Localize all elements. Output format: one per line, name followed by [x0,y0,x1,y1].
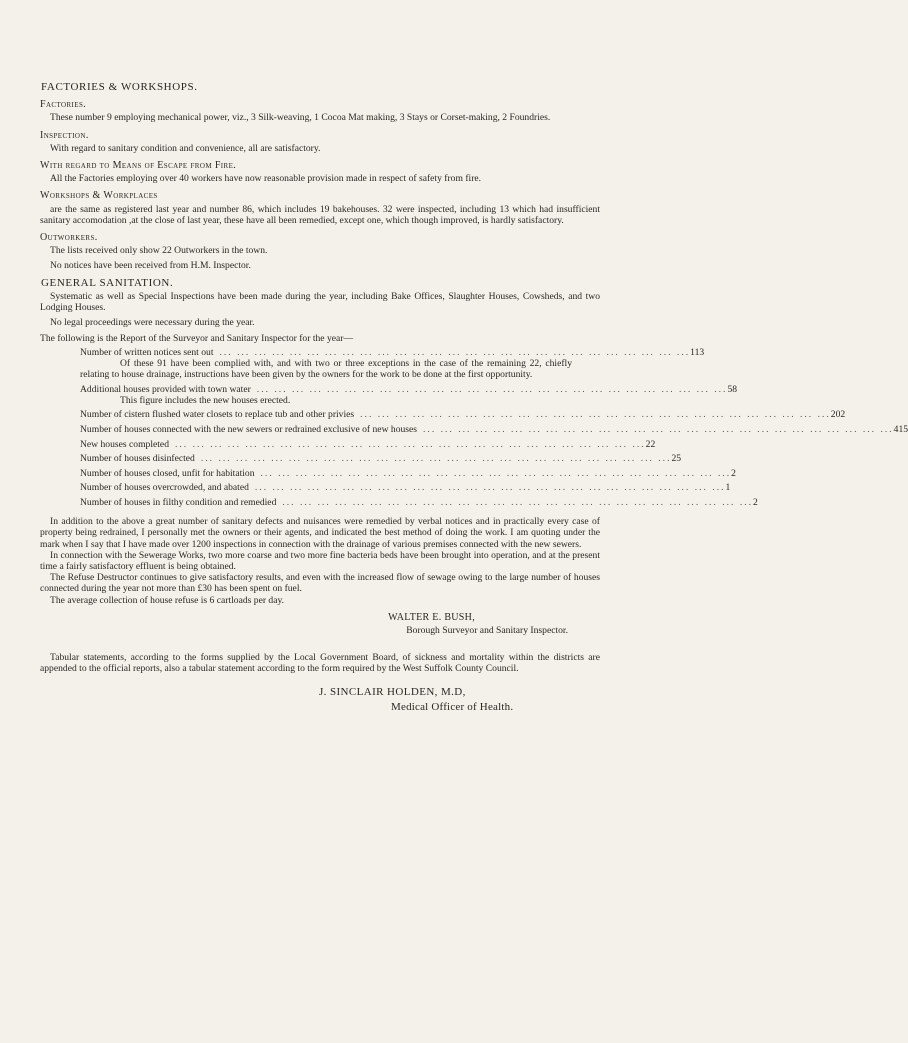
row-value: 25 [671,453,682,465]
report-row [80,409,846,421]
report-row [80,424,908,436]
row-label: Number of houses disinfected [80,453,195,465]
section-title-factories: FACTORIES & WORKSHOPS. [41,81,198,93]
surveyor-title: Borough Surveyor and Sanitary Inspector. [406,625,568,637]
para-inspection: With regard to sanitary condition and convenience, all are satisfactory. [50,142,321,154]
row-value: 415 [893,424,908,436]
row-label: Number of houses closed, unfit for habitation [80,467,255,479]
heading-inspection: Inspection. [40,129,89,141]
row-label: New houses completed [80,438,169,450]
moh-name: J. SINCLAIR HOLDEN, M.D, [319,685,466,698]
row-label: Additional houses provided with town water [80,383,251,395]
report-row [80,383,738,395]
para-collection: The average collection of house refuse is 6 cartloads per day. [50,594,285,606]
surveyor-name: WALTER E. BUSH, [388,611,475,623]
para-tabular: Tabular statements, according to the forms supplied by the Local Government Board, of sickness and mortality within the districts are appended to the official reports, also a tabular statement according to the form required by the West Suffolk County Council. [40,652,600,675]
report-row [80,346,705,358]
report-intro: The following is the Report of the Surveyor and Sanitary Inspector for the year— [40,333,354,345]
para-refuse: The Refuse Destructor continues to give satisfactory results, and even with the increased flow of sewage owing to the large number of houses connected during the year not more than £30 has been spent on fuel. [40,572,600,595]
para-outworkers-notices: No notices have been received from H.M. Inspector. [50,260,251,272]
row-value: 2 [753,497,758,509]
report-row [80,482,731,494]
leader-dots: ... ... ... ... ... ... ... ... ... ... ... ... ... ... ... ... ... ... ... ... ... ... ... ... ... ... ... [175,438,646,450]
moh-title: Medical Officer of Health. [391,700,514,713]
leader-dots: ... ... ... ... ... ... ... ... ... ... ... ... ... ... ... ... ... ... ... ... ... ... ... ... ... ... ... [423,424,894,436]
row-label: Number of cistern flushed water closets to replace tub and other privies [80,409,355,421]
row-label: Number of houses connected with the new sewers or redrained exclusive of new houses [80,424,418,436]
leader-dots: ... ... ... ... ... ... ... ... ... ... ... ... ... ... ... ... ... ... ... ... ... ... ... ... ... ... ... [282,497,754,509]
report-row [80,453,682,465]
row-label: Number of written notices sent out [80,346,214,358]
leader-dots: ... ... ... ... ... ... ... ... ... ... ... ... ... ... ... ... ... ... ... ... ... ... ... ... ... ... ... [254,482,726,494]
row-value: 1 [725,482,731,494]
report-row [80,497,758,509]
leader-dots: ... ... ... ... ... ... ... ... ... ... ... ... ... ... ... ... ... ... ... ... ... ... ... ... ... ... ... [360,409,831,421]
para-workshops: are the same as registered last year and number 86, which includes 19 bakehouses. 32 were inspected, including 13 which had insufficient sanitary accomodation ,at the close of last year, these have all been remedied, except one, which though improved, is hardly satisfactory. [40,203,600,226]
para-factories: These number 9 employing mechanical power, viz., 3 Silk-weaving, 1 Cocoa Mat making, 3 Stays or Corset-making, 2 Foundries. [50,112,551,124]
heading-workshops: Workshops & Workplaces [40,190,158,202]
leader-dots: ... ... ... ... ... ... ... ... ... ... ... ... ... ... ... ... ... ... ... ... ... ... ... ... ... ... ... [260,467,732,479]
para-legal: No legal proceedings were necessary during the year. [50,317,255,329]
section-title-sanitation: GENERAL SANITATION. [41,276,174,289]
heading-escape-fire: With regard to Means of Escape from Fire. [40,160,237,172]
note-notices: Of these 91 have been complied with, and with two or three exceptions in the case of the remaining 22, chiefly relating to house drainage, instructions have been given by the owners for the work to be done at the first opportunity. [80,357,572,381]
para-addition: In addition to the above a great number of sanitary defects and nuisances were remedied by verbal notices and in practically every case of property being redrained, I personally met the owners or their agents, and indicated the best method of doing the work. I am quoting under the mark when I say that I have made over 1200 inspections in connection with the drainage of various premises connected with the new sewers. [40,516,600,550]
leader-dots: ... ... ... ... ... ... ... ... ... ... ... ... ... ... ... ... ... ... ... ... ... ... ... ... ... ... ... [219,346,691,358]
row-value: 113 [690,346,705,358]
row-value: 2 [731,467,736,479]
row-value: 22 [645,438,656,450]
para-escape-fire: All the Factories employing over 40 workers have now reasonable provision made in respect of safety from fire. [50,173,482,185]
heading-factories: Factories. [40,99,87,111]
para-sewerage: In connection with the Sewerage Works, two more coarse and two more fine bacteria beds have been brought into operation, and at the present time a fairly satisfactory effluent is being obtained. [40,549,600,573]
heading-outworkers: Outworkers. [40,232,98,244]
row-label: Number of houses overcrowded, and abated [80,482,249,494]
note-water: This figure includes the new houses erected. [120,394,291,406]
row-value: 58 [727,383,738,395]
para-outworkers-lists: The lists received only show 22 Outworkers in the town. [50,245,268,257]
report-row [80,438,656,450]
report-row [80,467,736,479]
row-value: 202 [830,409,846,421]
row-label: Number of houses in filthy condition and remedied [80,497,277,509]
leader-dots: ... ... ... ... ... ... ... ... ... ... ... ... ... ... ... ... ... ... ... ... ... ... ... ... ... ... ... [256,383,728,395]
leader-dots: ... ... ... ... ... ... ... ... ... ... ... ... ... ... ... ... ... ... ... ... ... ... ... ... ... ... ... [200,453,672,465]
para-inspections: Systematic as well as Special Inspections have been made during the year, including Bake Offices, Slaughter Houses, Cowsheds, and two Lodging Houses. [40,290,600,314]
